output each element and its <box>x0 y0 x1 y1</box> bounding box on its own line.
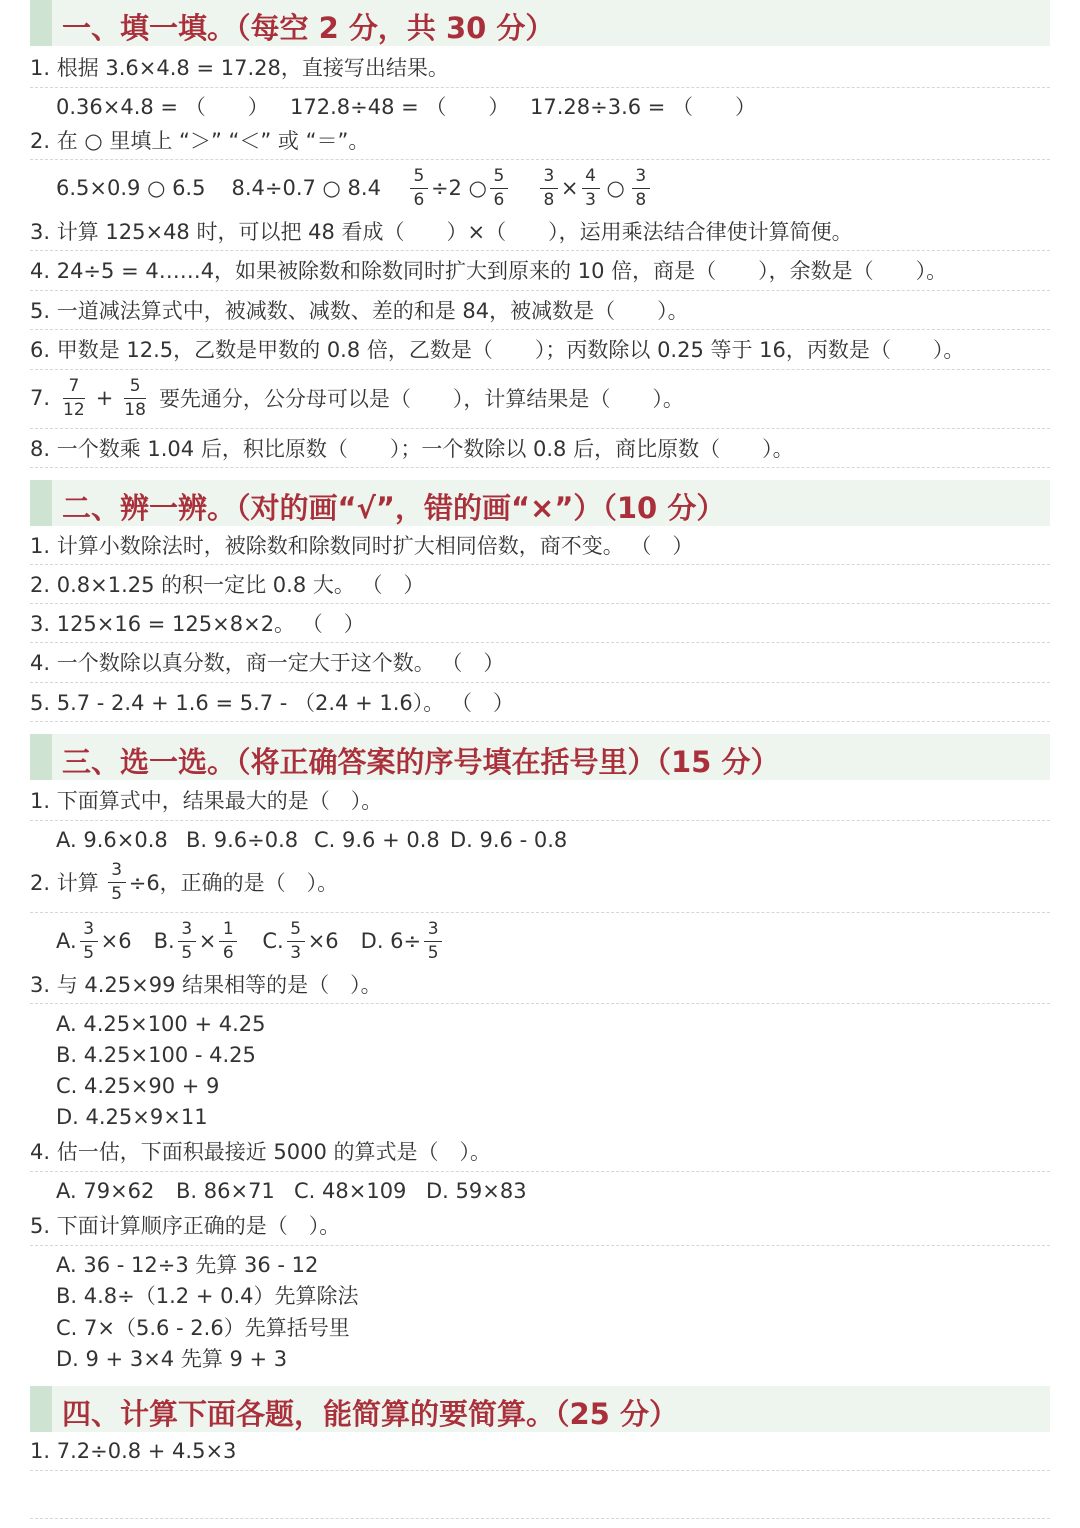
compare-item: ÷2 ○ <box>430 176 487 200</box>
section-title: 二、辨一辨。（对的画“√”，错的画“×”）（10 分） <box>62 491 726 525</box>
divider <box>30 682 1050 683</box>
divider <box>30 820 1050 821</box>
divider <box>30 329 1050 330</box>
divider <box>30 467 1050 468</box>
section-header-4 <box>30 1386 1050 1432</box>
option-d: D. 4.25×9×11 <box>56 1105 208 1129</box>
option-b: B. 4.25×100 - 4.25 <box>56 1043 256 1067</box>
section-title: 一、填一填。（每空 2 分，共 30 分） <box>62 11 555 45</box>
question-3-3: 3. 与 4.25×99 结果相等的是（ ）。 <box>30 973 382 997</box>
divider <box>30 642 1050 643</box>
fraction: 5 6 <box>490 167 508 210</box>
divider <box>30 1171 1050 1172</box>
section-title: 四、计算下面各题，能简算的要简算。（25 分） <box>62 1397 678 1431</box>
question-1-8: 8. 一个数乘 1.04 后，积比原数（ ）；一个数除以 0.8 后，商比原数（ ）。 <box>30 437 794 461</box>
question-4-1: 1. 7.2÷0.8 + 4.5×3 <box>30 1439 237 1463</box>
option-c: C. 4.25×90 + 9 <box>56 1074 220 1098</box>
section-title: 三、选一选。（将正确答案的序号填在括号里）（15 分） <box>62 745 780 779</box>
question-1-5: 5. 一道减法算式中，被减数、减数、差的和是 84，被减数是（ ）。 <box>30 299 689 323</box>
fraction: 5 18 <box>124 375 146 420</box>
question-2-3: 3. 125×16 = 125×8×2。 （ ） <box>30 612 365 636</box>
question-1-7: 7. 7 12 + 5 18 要先通分，公分母可以是（ ），计算结果是（ ）。 <box>30 375 684 420</box>
option-d: D. 59×83 <box>426 1179 527 1203</box>
question-1-1c: 17.28÷3.6 = （ ） <box>530 95 757 119</box>
question-1-1: 1. 根据 3.6×4.8 = 17.28，直接写出结果。 <box>30 56 449 80</box>
fraction: 3 8 <box>540 167 558 210</box>
divider <box>30 564 1050 565</box>
option-b: B. 4.8÷（1.2 + 0.4）先算除法 <box>56 1284 359 1308</box>
divider <box>30 1003 1050 1004</box>
section-header-3 <box>30 734 1050 780</box>
question-1-4: 4. 24÷5 = 4……4，如果被除数和除数同时扩大到原来的 10 倍，商是（ ），余数是（ ）。 <box>30 259 948 283</box>
question-1-3: 3. 计算 125×48 时，可以把 48 看成（ ）×（ ），运用乘法结合律使计算简便。 <box>30 220 853 244</box>
fraction: 1 6 <box>219 920 237 963</box>
option-b: B. 9.6÷0.8 <box>186 828 299 852</box>
divider <box>30 87 1050 88</box>
divider <box>30 369 1050 370</box>
divider <box>30 1245 1050 1246</box>
fraction: 3 5 <box>80 920 98 963</box>
divider <box>30 159 1050 160</box>
question-3-4: 4. 估一估，下面积最接近 5000 的算式是（ ）。 <box>30 1140 492 1164</box>
option-a: A. 36 - 12÷3 先算 36 - 12 <box>56 1253 319 1277</box>
question-1-6: 6. 甲数是 12.5，乙数是甲数的 0.8 倍，乙数是（ ）；丙数除以 0.25 等于 16，丙数是（ ）。 <box>30 338 965 362</box>
option-a: A. 9.6×0.8 <box>56 828 168 852</box>
divider <box>30 250 1050 251</box>
question-2-2: 2. 0.8×1.25 的积一定比 0.8 大。 （ ） <box>30 573 425 597</box>
divider <box>30 1518 1050 1519</box>
option-d: D. 9.6 - 0.8 <box>450 828 568 852</box>
divider <box>30 721 1050 722</box>
divider <box>30 290 1050 291</box>
option-c: C. 48×109 <box>294 1179 407 1203</box>
option-a: A. 79×62 <box>56 1179 155 1203</box>
question-2-5: 5. 5.7 - 2.4 + 1.6 = 5.7 - （2.4 + 1.6）。 （ ） <box>30 691 514 715</box>
question-1-1b: 172.8÷48 = （ ） <box>290 95 510 119</box>
fraction: 3 5 <box>108 861 126 904</box>
divider <box>30 428 1050 429</box>
divider <box>30 603 1050 604</box>
fraction: 4 3 <box>582 167 600 210</box>
question-3-5: 5. 下面计算顺序正确的是（ ）。 <box>30 1214 341 1238</box>
operator: × <box>560 176 579 200</box>
divider <box>30 912 1050 913</box>
question-1-2-items <box>56 163 653 213</box>
question-3-1: 1. 下面算式中，结果最大的是（ ）。 <box>30 789 383 813</box>
fraction: 5 6 <box>410 167 428 210</box>
fraction: 3 5 <box>424 920 442 963</box>
question-2-4: 4. 一个数除以真分数，商一定大于这个数。 （ ） <box>30 651 505 675</box>
fraction: 3 8 <box>632 167 650 210</box>
divider <box>30 1470 1050 1471</box>
option-a: A. 4.25×100 + 4.25 <box>56 1012 266 1036</box>
question-2-1: 1. 计算小数除法时，被除数和除数同时扩大相同倍数，商不变。 （ ） <box>30 534 694 558</box>
option-b: B. 86×71 <box>176 1179 275 1203</box>
question-1-1a: 0.36×4.8 = （ ） <box>56 95 269 119</box>
operator: ○ <box>606 176 625 200</box>
question-3-2: 2. 计算 3 5 ÷6，正确的是（ ）。 <box>30 859 339 904</box>
compare-item: 6.5×0.9 ○ 6.5 <box>56 176 206 200</box>
section-header-2 <box>30 480 1050 526</box>
fraction: 5 3 <box>287 920 305 963</box>
fraction: 7 12 <box>63 375 85 420</box>
question-3-2-options: A. 3 5 ×6 B. 3 5 × 1 6 C. 5 3 ×6 D. 6÷ 3 5 <box>56 916 445 966</box>
fraction: 3 5 <box>178 920 196 963</box>
question-1-2: 2. 在 ○ 里填上 “＞” “＜” 或 “＝”。 <box>30 129 370 153</box>
section-header-1 <box>30 0 1050 46</box>
option-c: C. 9.6 + 0.8 <box>314 828 440 852</box>
compare-item: 8.4÷0.7 ○ 8.4 <box>231 176 381 200</box>
option-c: C. 7×（5.6 - 2.6）先算括号里 <box>56 1316 350 1340</box>
option-d: D. 9 + 3×4 先算 9 + 3 <box>56 1347 288 1371</box>
